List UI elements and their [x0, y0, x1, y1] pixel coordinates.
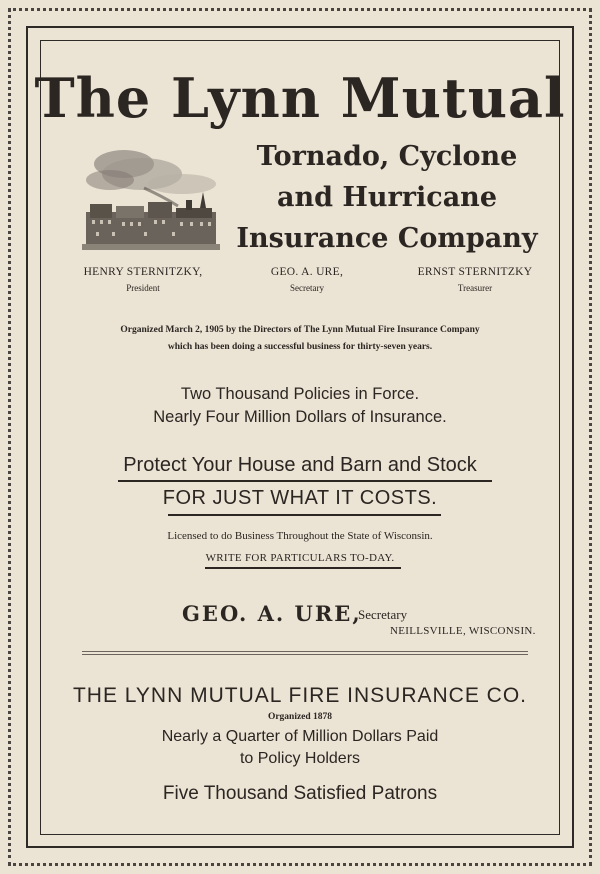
organized-line: which has been doing a successful business for thirty-seven years. — [167, 342, 433, 352]
officer-treasurer — [390, 266, 560, 293]
paid-line: Nearly a Quarter of Million Dollars Paid — [161, 728, 439, 745]
signature-name: GEO. A. URE, — [182, 601, 362, 626]
fire-company-patrons: Five Thousand Satisfied Patrons — [162, 783, 438, 804]
town-illustration — [82, 144, 220, 250]
fire-company-name: THE LYNN MUTUAL FIRE INSURANCE CO. — [72, 684, 528, 707]
write-underline — [205, 567, 401, 569]
divider-rule — [82, 654, 528, 655]
fire-company-organized: Organized 1878 — [267, 712, 333, 722]
subtitle-line-1: Tornado, Cyclone — [256, 141, 518, 172]
officer-name: GEO. A. URE, — [270, 266, 344, 278]
policies-line: Nearly Four Million Dollars of Insurance. — [153, 408, 447, 426]
officer-name: HENRY STERNITZKY, — [83, 266, 203, 278]
for-just-underline — [168, 514, 441, 516]
protect-headline: Protect Your House and Barn and Stock — [123, 454, 477, 476]
officer-secretary — [222, 266, 392, 293]
officer-role: President — [126, 283, 160, 293]
protect-underline — [118, 480, 492, 482]
officer-role: Secretary — [290, 283, 324, 293]
for-just-headline: FOR JUST WHAT IT COSTS. — [162, 487, 438, 509]
paid-line: to Policy Holders — [239, 750, 361, 767]
policies-line: Two Thousand Policies in Force. — [180, 385, 420, 403]
subtitle-line-3: Insurance Company — [236, 223, 538, 254]
organized-line: Organized March 2, 1905 by the Directors of The Lynn Mutual Fire Insurance Company — [120, 325, 480, 335]
signature-title: Secretary — [358, 607, 408, 622]
officer-name: ERNST STERNITZKY — [417, 266, 533, 278]
officer-role: Treasurer — [457, 283, 493, 293]
organized-statement — [0, 322, 600, 356]
officer-president — [58, 266, 228, 293]
fire-company-paid — [0, 726, 600, 770]
signature-location: NEILLSVILLE, WISCONSIN. — [390, 625, 536, 637]
write-call-to-action: WRITE FOR PARTICULARS TO-DAY. — [205, 552, 395, 564]
policies-statement — [0, 383, 600, 429]
licensed-statement: Licensed to do Business Throughout the State of Wisconsin. — [167, 530, 433, 542]
subtitle-line-2: and Hurricane — [277, 182, 497, 213]
divider-rule — [82, 651, 528, 652]
page-title: The Lynn Mutual — [34, 66, 566, 130]
